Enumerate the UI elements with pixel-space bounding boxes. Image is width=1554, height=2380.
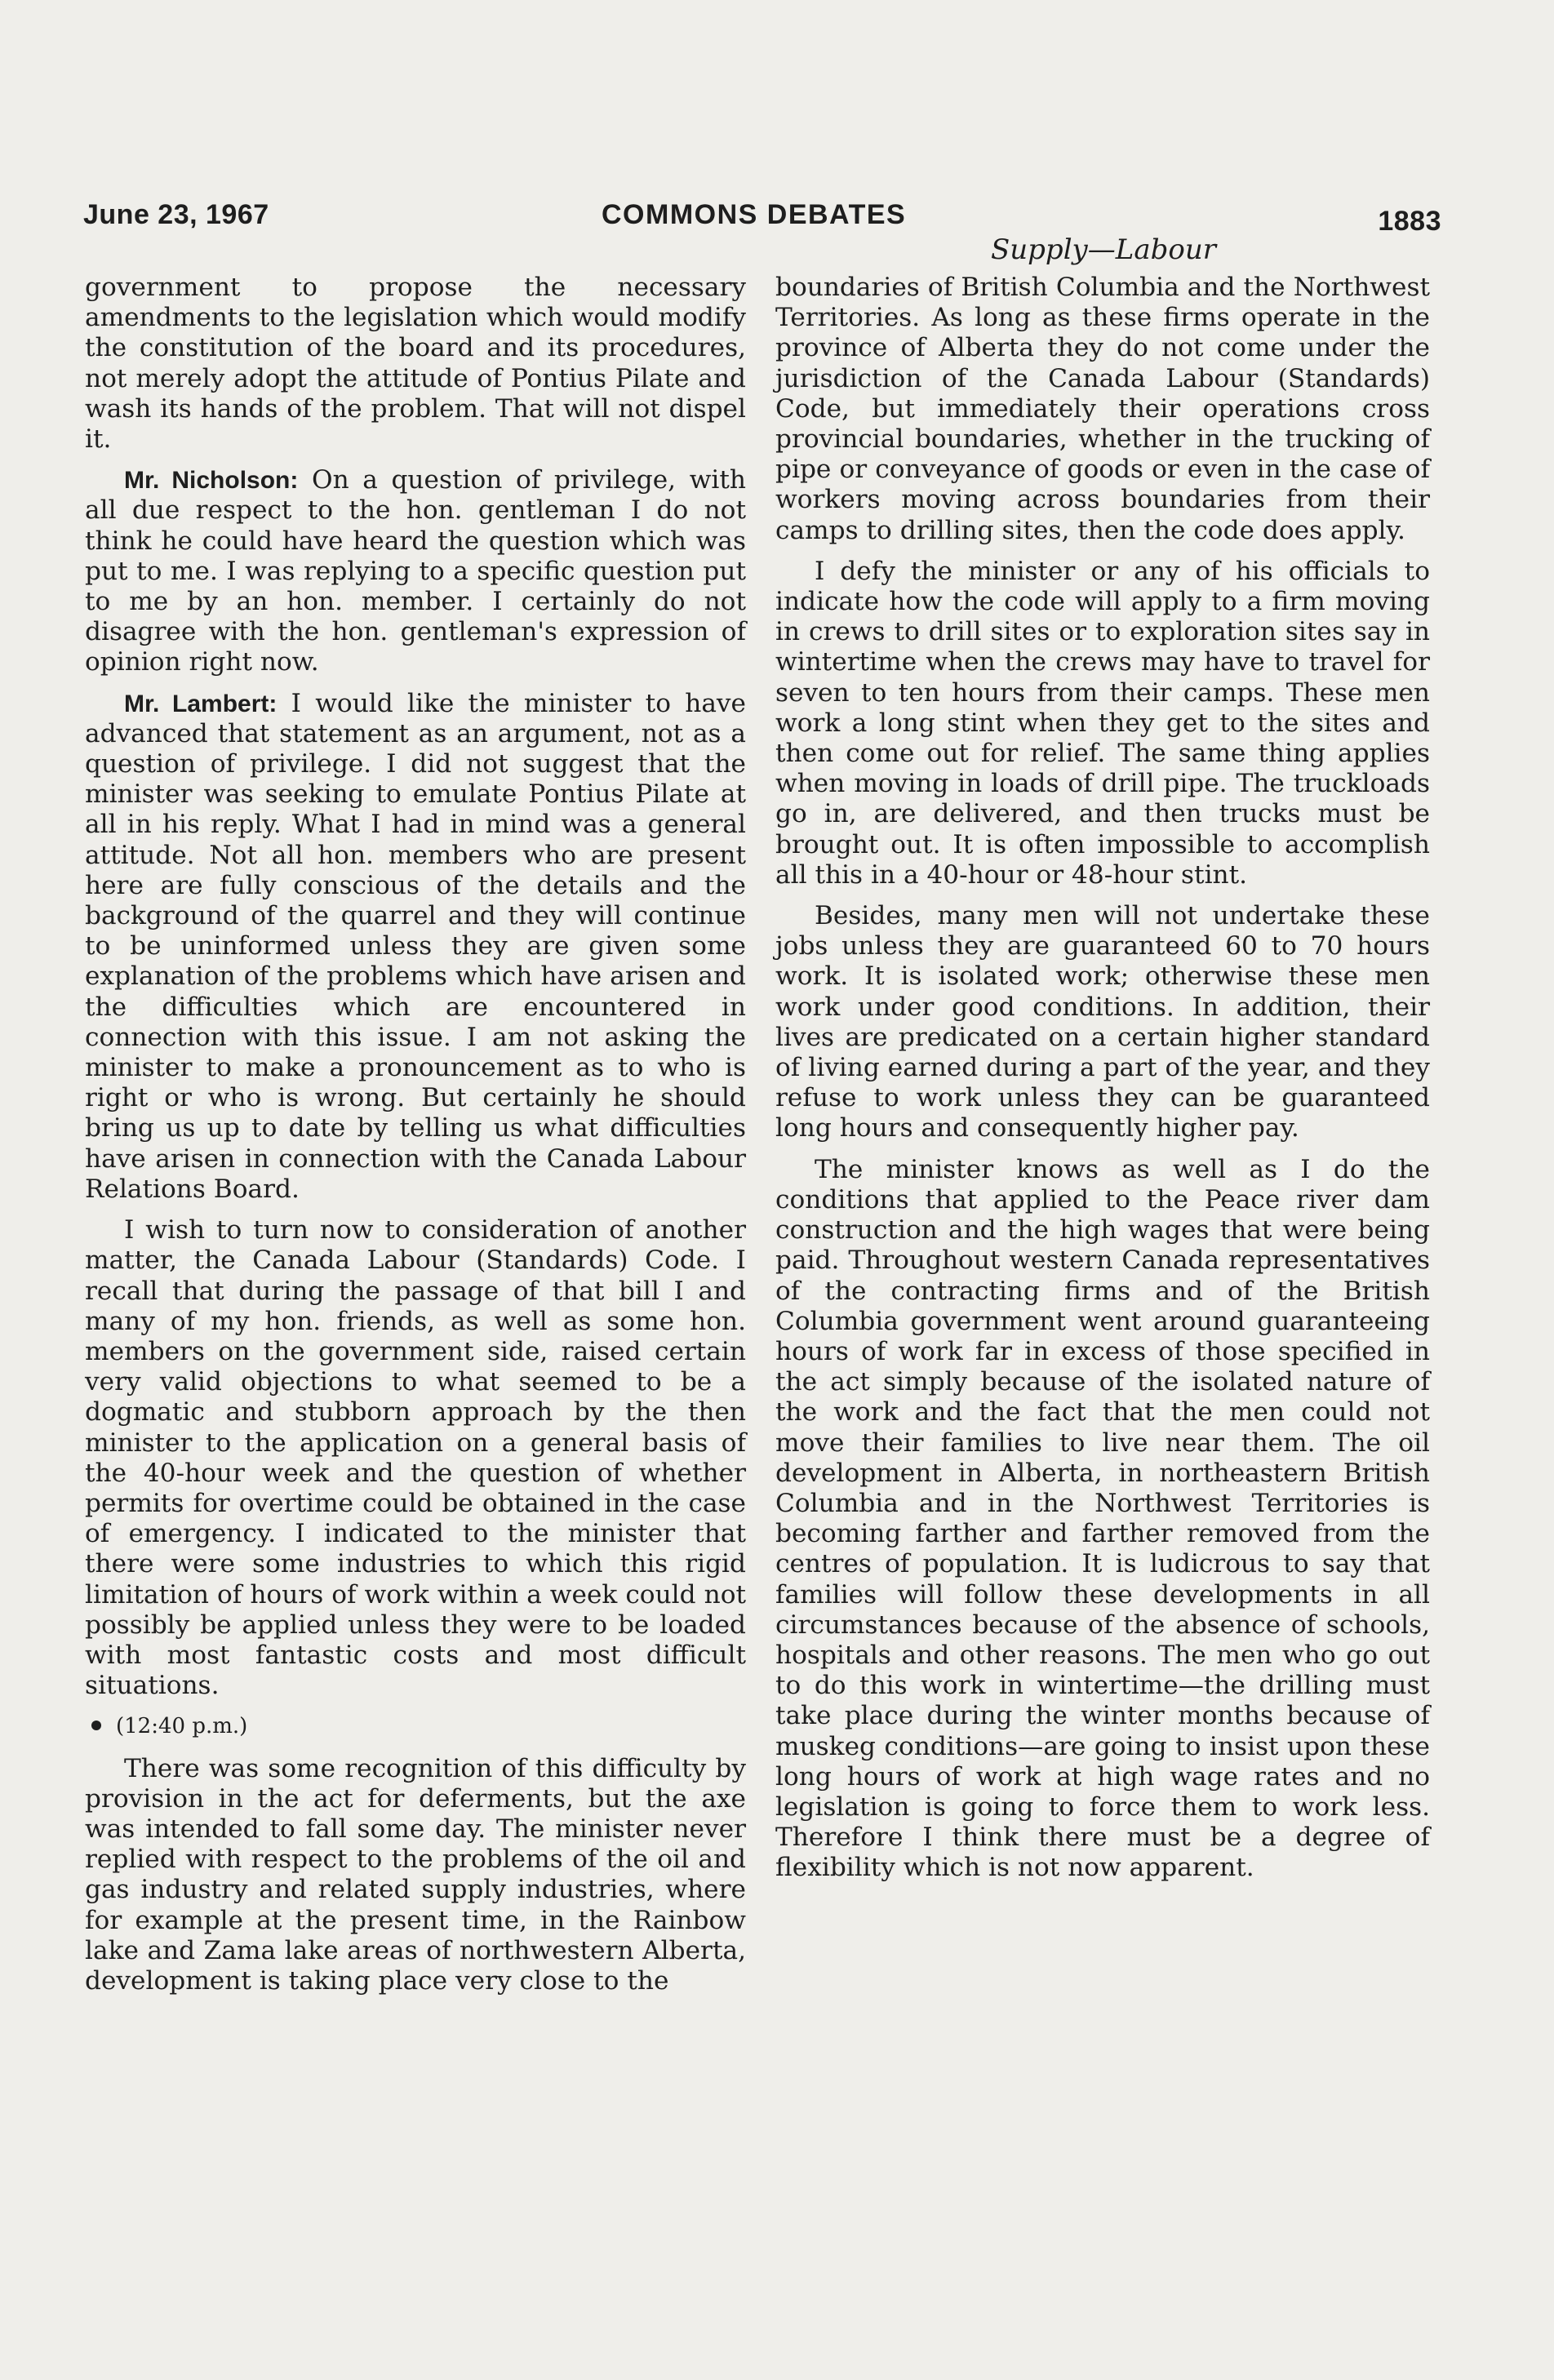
header-title: COMMONS DEBATES (602, 199, 907, 230)
paragraph: The minister knows as well as I do the conditions that applied to the Peace river dam construction and the high wages that were being paid. Throughout western Canada representatives of the contracting firms and of the British Columbia government went around guaranteeing hours of work far in excess of those specified in the act simply because of the isolated nature of the work and the fact that the men could not move their families to live near them. The oil development in Alberta, in northeastern British Columbia and in the Northwest Territories is becoming farther and farther removed from the centres of population. It is ludicrous to say that families will follow these developments in all circumstances because of the absence of schools, hospitals and other reasons. The men who go out to do this work in wintertime—the drilling must take place during the winter months because of muskeg conditions—are going to insist upon these long hours of work at high wage rates and no legislation is going to force them to work less. Therefore I think there must be a degree of flexibility which is not now apparent. (775, 1154, 1430, 1883)
page-number: 1883 (1378, 206, 1441, 237)
speech-text: I would like the minister to have advanced that statement as an argument, not as a question of privilege. I did not suggest that the minister was seeking to emulate Pontius Pilate at all in his reply. What I had in mind was a general attitude. Not all hon. members who are present here are fully conscious of the details and the background of the quarrel and they will continue to be uninformed unless they are given some explanation of the problems which have arisen and the difficulties which are encountered in connection with this issue. I am not asking the minister to make a pronouncement as to who is right or who is wrong. But certainly he should bring us up to date by telling us what difficulties have arisen in connection with the Canada Labour Relations Board. (85, 688, 746, 1204)
time-marker-text: (12:40 p.m.) (116, 1714, 248, 1739)
header-date: June 23, 1967 (83, 199, 269, 230)
speaker-name: Mr. Nicholson: (124, 467, 299, 495)
paragraph: government to propose the necessary amendments to the legislation which would modify the constitution of the board and its procedures, not merely adopt the attitude of Pontius Pilate and wash its hands of the problem. That will not dispel it. (85, 273, 746, 455)
speaker-name: Mr. Lambert: (124, 690, 278, 717)
paragraph: boundaries of British Columbia and the Northwest Territories. As long as these firms operate in the province of Alberta they do not come under the jurisdiction of the Canada Labour (Standards) Code, but immediately their operations cross provincial boundaries, whether in the trucking of pipe or conveyance of goods or even in the case of workers moving across boundaries from their camps to drilling sites, then the code does apply. (775, 273, 1430, 545)
right-column (775, 273, 1430, 1894)
speech-paragraph (85, 465, 746, 677)
time-marker (85, 1712, 746, 1742)
paragraph: I wish to turn now to consideration of another matter, the Canada Labour (Standards) Code. I recall that during the passage of that bill I and many of my hon. friends, as well as some hon. members on the government side, raised certain very valid objections to what seemed to be a dogmatic and stubborn approach by the then minister to the application on a general basis of the 40-hour week and the question of whether permits for overtime could be obtained in the case of emergency. I indicated to the minister that there were some industries to which this rigid limitation of hours of work within a week could not possibly be applied unless they were to be loaded with most fantastic costs and most difficult situations. (85, 1215, 746, 1701)
paragraph: There was some recognition of this difficulty by provision in the act for deferments, but the axe was intended to fall some day. The minister never replied with respect to the problems of the oil and gas industry and related supply industries, where for example at the present time, in the Rainbow lake and Zama lake areas of northwestern Alberta, development is taking place very close to the (85, 1753, 746, 1996)
section-subheading: Supply—Labour (990, 233, 1217, 266)
paragraph: I defy the minister or any of his officials to indicate how the code will apply to a firm moving in crews to drill sites or to exploration sites say in wintertime when the crews may have to travel for seven to ten hours from their camps. These men work a long stint when they get to the sites and then come out for relief. The same thing applies when moving in loads of drill pipe. The truckloads go in, are delivered, and then trucks must be brought out. It is often impossible to accomplish all this in a 40-hour or 48-hour stint. (775, 556, 1430, 890)
paragraph: Besides, many men will not undertake these jobs unless they are guaranteed 60 to 70 hours work. It is isolated work; otherwise these men work under good conditions. In addition, their lives are predicated on a certain higher standard of living earned during a part of the year, and they refuse to work unless they can be guaranteed long hours and consequently higher pay. (775, 901, 1430, 1143)
speech-text: On a question of privilege, with all due respect to the hon. gentleman I do not think he could have heard the question which was put to me. I was replying to a specific question put to me by an hon. member. I certainly do not disagree with the hon. gentleman's expression of opinion right now. (85, 465, 746, 677)
bullet-icon (91, 1721, 101, 1730)
left-column (85, 273, 746, 2007)
speech-paragraph (85, 689, 746, 1205)
